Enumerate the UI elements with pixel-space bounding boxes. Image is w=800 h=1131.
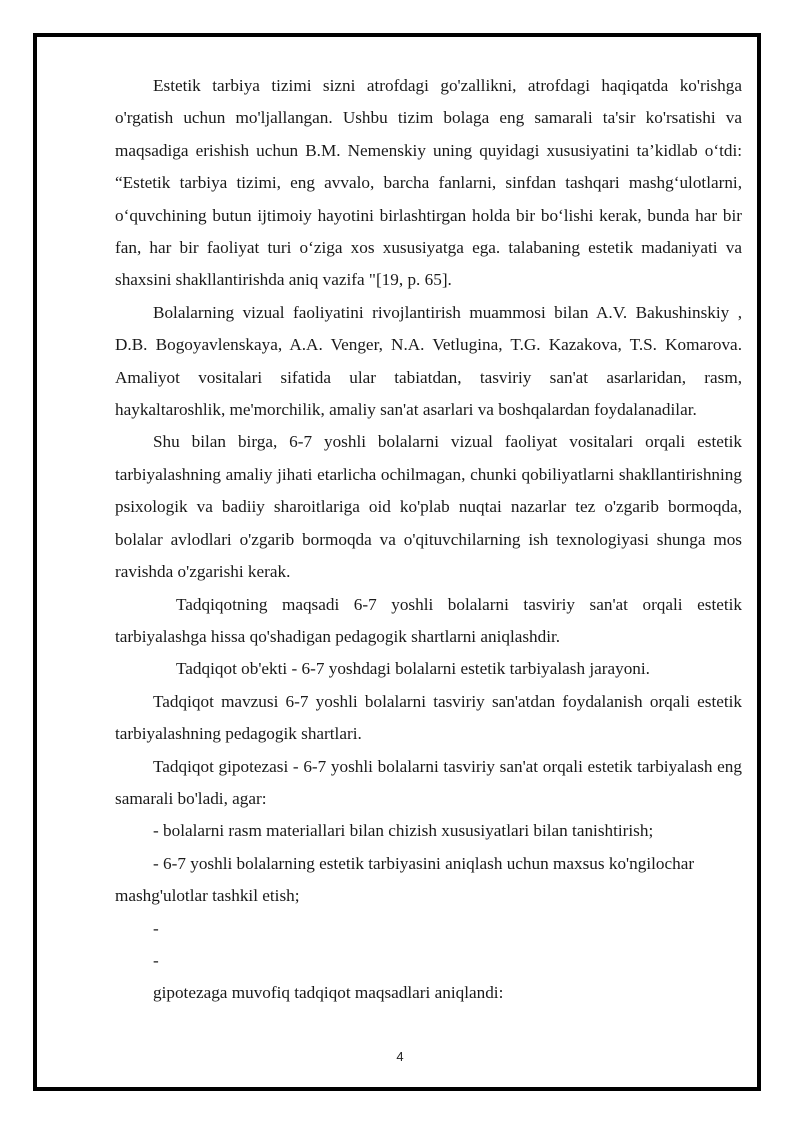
document-body [115,70,742,1010]
list-item-entertaining-lessons: - 6-7 yoshli bolalarning estetik tarbiyasini aniqlash uchun maxsus ko'ngilochar mashg'ulotlar tashkil etish; [115,853,695,906]
page-number: 4 [396,1049,404,1064]
paragraph-practical-aspect: Shu bilan birga, 6-7 yoshli bolalarni vizual faoliyat vositalari orqali estetik tarbiyalashning amaliy jihati etarlicha ochilmagan, chunki qobiliyatlarni shakllantirishning psixologik va badiiy sharoitlariga oid ko'plab nuqtai nazarlar tez o'zgarib bormoqda, bolalar avlodlari o'zgarib bormoqda va o'qituvchilarning ish texnologiyasi shunga mos ravishda o'zgarishi kerak. [115,432,742,582]
list-item-drawing-materials: - bolalarni rasm materiallari bilan chizish xususiyatlari bilan tanishtirish; [153,821,654,841]
paragraph-visual-activity: Bolalarning vizual faoliyatini rivojlantirish muammosi bilan A.V. Bakushinskiy , D.B. Bogoyavlenskaya, A.A. Venger, N.A. Vetlugina, T.G. Kazakova, T.S. Komarova. Amaliyot vositalari sifatida ular tabiatdan, tasviriy san'at asarlaridan, rasm, haykaltaroshlik, me'morchilik, amaliy san'at asarlari va boshqalardan foydalanadilar. [115,302,742,420]
paragraph-hypothesis: Tadqiqot gipotezasi - 6-7 yoshli bolalarni tasviriy san'at orqali estetik tarbiyalash eng samarali bo'ladi, agar: [115,756,742,808]
paragraph-research-subject: Tadqiqot mavzusi 6-7 yoshli bolalarni tasviriy san'atdan foydalanish orqali estetik tarbiyalashning pedagogik shartlari. [115,691,742,744]
paragraph-research-object: Tadqiqot ob'ekti - 6-7 yoshdagi bolalarni estetik tarbiyalash jarayoni. [176,659,650,679]
list-item-empty-2: - [153,950,159,970]
paragraph-research-objectives: gipotezaga muvofiq tadqiqot maqsadlari aniqlandi: [153,983,504,1003]
list-item-empty-1: - [153,918,159,938]
paragraph-aesthetic-system: Estetik tarbiya tizimi sizni atrofdagi go'zallikni, atrofdagi haqiqatda ko'rishga o'rgatish uchun mo'ljallangan. Ushbu tizim bolaga eng samarali ta'sir ko'rsatishi va maqsadiga erishish uchun B.M. Nemenskiy uning quyidagi xususiyatini ta’kidlab o‘tdi: “Estetik tarbiya tizimi, eng avvalo, barcha fanlarni, sinfdan tashqari mashg‘ulotlarni, o‘quvchining butun ijtimoiy hayotini birlashtirgan holda bir bo‘lishi kerak, bunda har bir fan, har bir faoliyat turi o‘ziga xos xususiyatga ega. talabaning estetik madaniyati va shaxsini shakllantirishda aniq vazifa "[19, p. 65]. [115,76,742,290]
paragraph-research-goal: Tadqiqotning maqsadi 6-7 yoshli bolalarni tasviriy san'at orqali estetik tarbiyalashga hissa qo'shadigan pedagogik shartlarni aniqlashdir. [115,594,742,646]
